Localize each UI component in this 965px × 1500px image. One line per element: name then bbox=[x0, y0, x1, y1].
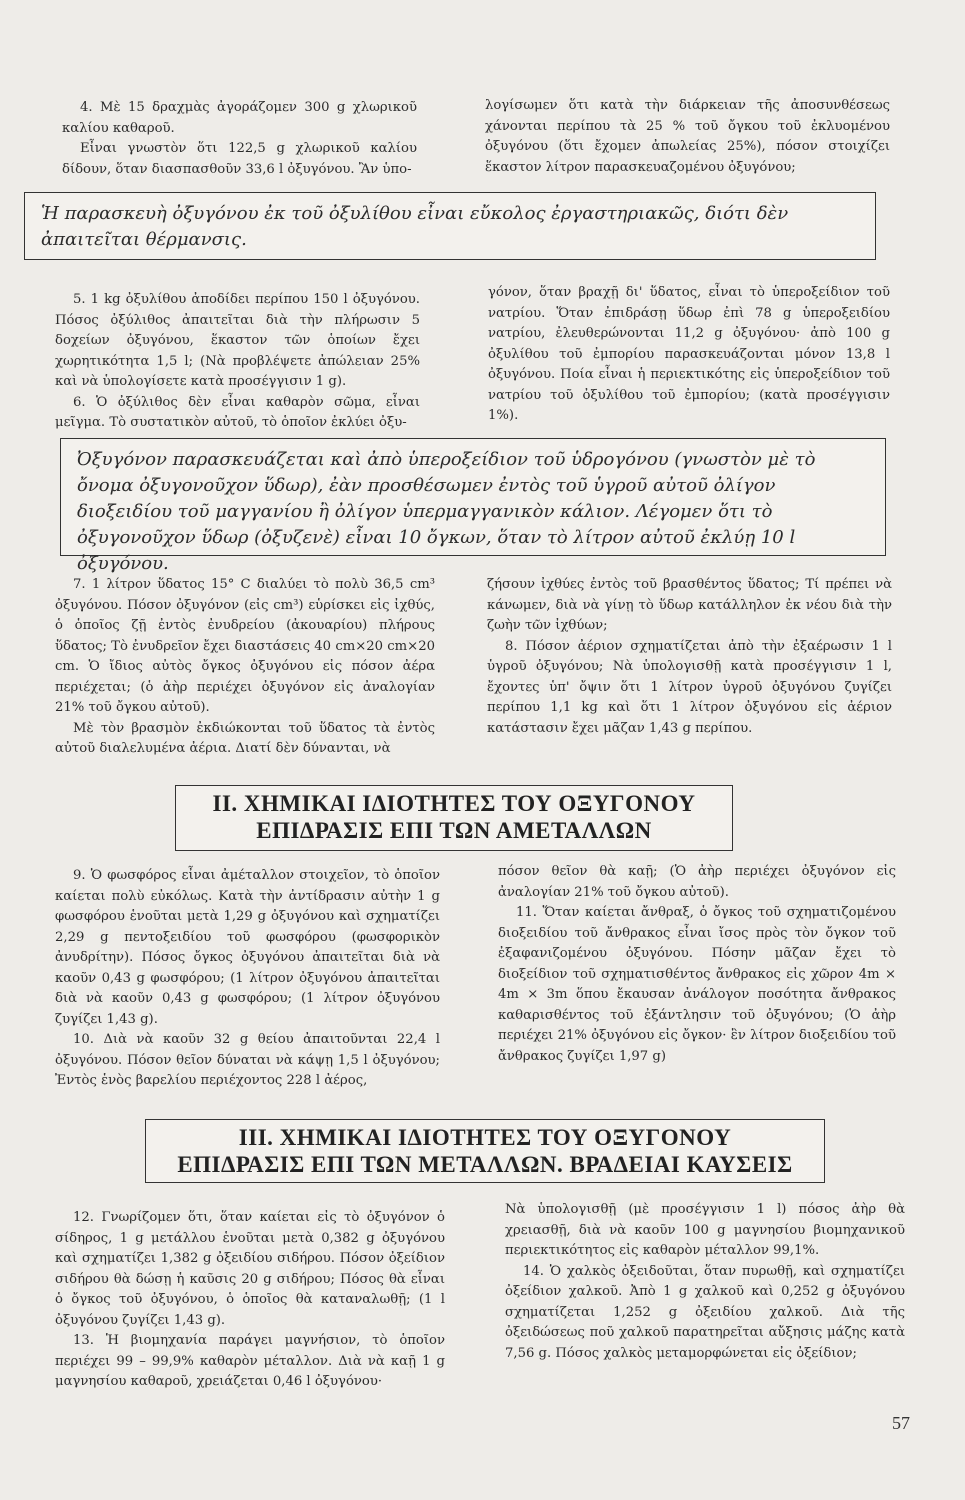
section-heading-2 bbox=[175, 785, 733, 851]
note-text: Ὀξυγόνον παρασκευάζεται καὶ ἀπὸ ὑπεροξείδιον τοῦ ὑδρογόνου (γνωστὸν μὲ τὸ ὄνομα ὀξυγονοῦχον ὕδωρ), ἐὰν προσθέσωμεν ἐντὸς τοῦ ὑγροῦ αὐτοῦ ὀλίγον διοξειδίου τοῦ μαγγανίου ἢ ὀλίγον ὑπερμαγγανικὸν κάλιον. Λέγομεν ὅτι τὸ ὀξυγονοῦχον ὕδωρ (ὀξυζενὲ) εἶναι 10 ὄγκων, ὅταν τὸ λίτρον αὐτοῦ ἐκλύῃ 10 l ὀξυγόνου. bbox=[77, 449, 816, 574]
heading-line: ΕΠΙΔΡΑΣΙΣ ΕΠΙ ΤΩΝ ΑΜΕΤΑΛΛΩΝ bbox=[256, 818, 652, 843]
page-number: 57 bbox=[892, 1413, 910, 1433]
problem-12: 12. Γνωρίζομεν ὅτι, ὅταν καίεται εἰς τὸ ὀξυγόνον ὁ σίδηρος, 1 g μετάλλου ἑνοῦται μετὰ 0,382 g ὀξυγόνου καὶ σχηματίζει 1,382 g ὀξειδίου σιδήρου. Πόσον ὀξείδιον σιδήρου θὰ δώσῃ ἡ καῦσις 20 g σιδήρου; Πόσος θὰ εἶναι ὁ ὄγκος τοῦ ὀξυγόνου, ὁ ὁποῖος θὰ καταναλωθῇ; (1 l ὀξυγόνου ζυγίζει 1,43 g). bbox=[55, 1210, 445, 1328]
problem-14: 14. Ὁ χαλκὸς ὀξειδοῦται, ὅταν πυρωθῇ, καὶ σχηματίζει ὀξείδιον χαλκοῦ. Ἀπὸ 1 g χαλκοῦ καὶ 0,252 g ὀξυγόνου σχηματίζεται 1,252 g ὀξειδίου χαλκοῦ. Διὰ τῆς ὀξειδώσεως ποῦ χαλκοῦ παρατηρεῖται αὔξησις μάζης κατὰ 7,56 g. Πόσος χαλκὸς μεταμορφώνεται εἰς ὀξείδιον; bbox=[505, 1263, 905, 1361]
heading-line: ΕΠΙΔΡΑΣΙΣ ΕΠΙ ΤΩΝ ΜΕΤΑΛΛΩΝ. ΒΡΑΔΕΙΑΙ ΚΑΥΣΕΙΣ bbox=[177, 1152, 793, 1177]
heading-line: II. ΧΗΜΙΚΑΙ ΙΔΙΟΤΗΤΕΣ ΤΟΥ ΟΞΥΓΟΝΟΥ bbox=[212, 791, 696, 816]
sec3-right-column bbox=[487, 575, 892, 739]
problem-8: 8. Πόσον ἀέριον σχηματίζεται ἀπὸ τὴν ἐξαέρωσιν 1 l ὑγροῦ ὀξυγόνου; Νὰ ὑπολογισθῇ κατὰ προσέγγισιν 1 l, ἔχοντες ὑπ' ὄψιν ὅτι 1 λίτρον ὑγροῦ ὀξυγόνου ζυγίζει περίπου 1,1 kg καὶ ὅτι 1 λίτρον ὀξυγόνου εἰς ἀέριον κατάστασιν ἔχει μᾶζαν 1,43 g περίπου. bbox=[487, 638, 892, 736]
problem-10: 10. Διὰ νὰ καοῦν 32 g θείου ἀπαιτοῦνται 22,4 l ὀξυγόνου. Πόσον θεῖον δύναται νὰ κάψῃ 1,5 l ὀξυγόνου; Ἐντὸς ἑνὸς βαρελίου περιέχοντος 228 l ἀέρος, bbox=[55, 1032, 440, 1088]
top-right-column bbox=[485, 96, 890, 178]
sec4-right-column bbox=[498, 862, 896, 1067]
sec2-right-column bbox=[488, 283, 890, 427]
sec5-right-column bbox=[505, 1200, 905, 1364]
sec3-left-column bbox=[55, 575, 435, 760]
problem-5: 5. 1 kg ὀξυλίθου ἀποδίδει περίπου 150 l ὀξυγόνου. Πόσος ὀξύλιθος ἀπαιτεῖται διὰ τὴν πλήρωσιν 5 δοχείων ὀξυγόνου, ἕκαστον τῶν ὁποίων ἔχει χωρητικότητα 1,5 l; (Νὰ προβλέψετε ἀπώλειαν 25% καὶ νὰ ὑπολογίσετε κατὰ προσέγγισιν 1 g). bbox=[55, 292, 420, 389]
problem-9: 9. Ὁ φωσφόρος εἶναι ἀμέταλλον στοιχεῖον, τὸ ὁποῖον καίεται πολὺ εὐκόλως. Κατὰ τὴν ἀντίδρασιν αὐτὴν 1 g φωσφόρου ἑνοῦται μετὰ 1,29 g ὀξυγόνου καὶ σχηματίζει 2,29 g πεντοξειδίου τοῦ φωσφόρου (φωσφορικὸν ἀνυδρίτην). Πόσος ὄγκος ὀξυγόνου ἀπαιτεῖται διὰ νὰ καοῦν 0,43 g φωσφόρου; (1 λίτρον ὀξυγόνου ἀπαιτεῖται διὰ νὰ καοῦν 0,43 g φωσφόρου; (1 λίτρον ὀξυγόνου ζυγίζει 1,43 g). bbox=[55, 868, 440, 1027]
top-left-column bbox=[62, 98, 417, 180]
paragraph: Μὲ τὸν βρασμὸν ἐκδιώκονται τοῦ ὕδατος τὰ ἐντὸς αὐτοῦ διαλελυμένα ἀέρια. Διατί δὲν δύνανται, νὰ bbox=[55, 720, 435, 756]
section-heading-3 bbox=[145, 1119, 825, 1183]
paragraph: Νὰ ὑπολογισθῇ (μὲ προσέγγισιν 1 l) πόσος ἀὴρ θὰ χρειασθῇ, διὰ νὰ καοῦν 100 g μαγνησίου βιομηχανικοῦ περιεκτικότητος εἰς καθαρὸν μέταλλον 99,1%. bbox=[505, 1202, 905, 1258]
sec5-left-column bbox=[55, 1208, 445, 1393]
paragraph: πόσον θεῖον θὰ καῇ; (Ὁ ἀὴρ περιέχει ὀξυγόνον εἰς ἀναλογίαν 21% τοῦ ὄγκου αὐτοῦ). bbox=[498, 864, 896, 900]
sec2-left-column bbox=[55, 290, 420, 434]
problem-11: 11. Ὅταν καίεται ἄνθραξ, ὁ ὄγκος τοῦ σχηματιζομένου διοξειδίου τοῦ ἄνθρακος εἶναι ἴσος πρὸς τὸν ὄγκον τοῦ ἐξαφανιζομένου ὀξυγόνου. Πόσην μᾶζαν ἔχει τὸ διοξείδιον τοῦ σχηματισθέντος ἄνθρακος εἰς χῶρον 4m × 4m × 3m ὅπου ἔκαυσαν ἀνάλογον ποσότητα ἄνθρακος καθαρισθέντος τοῦ ἐξάντλησιν τοῦ ὀξυγόνου; (Ὁ ἀὴρ περιέχει 21% ὀξυγόνου εἰς ὄγκον· ἓν λίτρον διοξειδίου τοῦ ἄνθρακος ζυγίζει 1,97 g) bbox=[498, 905, 896, 1064]
note-text: Ἡ παρασκευὴ ὀξυγόνου ἐκ τοῦ ὀξυλίθου εἶναι εὔκολος ἐργαστηριακῶς, διότι δὲν ἀπαιτεῖται θέρμανσις. bbox=[41, 203, 789, 250]
note-box-hydrogen-peroxide bbox=[60, 438, 886, 574]
note-box-oxylith bbox=[24, 192, 876, 260]
heading-line: III. ΧΗΜΙΚΑΙ ΙΔΙΟΤΗΤΕΣ ΤΟΥ ΟΞΥΓΟΝΟΥ bbox=[238, 1125, 732, 1150]
problem-6: 6. Ὁ ὀξύλιθος δὲν εἶναι καθαρὸν σῶμα, εἶναι μεῖγμα. Τὸ συστατικὸν αὐτοῦ, τὸ ὁποῖον ἐκλύει ὀξυ- bbox=[55, 394, 420, 430]
paragraph: ζήσουν ἰχθύες ἐντὸς τοῦ βρασθέντος ὕδατος; Τί πρέπει νὰ κάνωμεν, διὰ νὰ γίνῃ τὸ ὕδωρ κατάλληλον ἐκ νέου διὰ τὴν ζωὴν τῶν ἰχθύων; bbox=[487, 577, 892, 633]
paragraph: λογίσωμεν ὅτι κατὰ τὴν διάρκειαν τῆς ἀποσυνθέσεως χάνονται περίπου τὰ 25 % τοῦ ὄγκου τοῦ ἐκλυομένου ὀξυγόνου (ὅτι ἔχομεν ἀπωλείας 25%), πόσον στοιχίζει ἕκαστον λίτρον παρασκευαζομένου ὀξυγόνου; bbox=[485, 98, 890, 175]
paragraph: γόνον, ὅταν βραχῇ δι' ὕδατος, εἶναι τὸ ὑπεροξείδιον τοῦ νατρίου. Ὅταν ἐπιδράσῃ ὕδωρ ἐπὶ 78 g ὑπεροξειδίου νατρίου, ἐλευθερώνονται 11,2 g ὀξυγόνου· ἀπὸ 100 g ὀξυλίθου τοῦ ἐμπορίου παρασκευάζονται μόνον 13,8 l ὀξυγόνου. Ποία εἶναι ἡ περιεκτικότης εἰς ὑπεροξείδιον τοῦ νατρίου τοῦ ὀξυλίθου τοῦ ἐμπορίου; (κατὰ προσέγγισιν 1%). bbox=[488, 285, 890, 423]
problem-4: 4. Μὲ 15 δραχμὰς ἀγοράζομεν 300 g χλωρικοῦ καλίου καθαροῦ. bbox=[62, 100, 417, 136]
paragraph: Εἶναι γνωστὸν ὅτι 122,5 g χλωρικοῦ καλίου δίδουν, ὅταν διασπασθοῦν 33,6 l ὀξυγόνου. Ἂν ὑπο- bbox=[62, 141, 417, 177]
problem-13: 13. Ἡ βιομηχανία παράγει μαγνήσιον, τὸ ὁποῖον περιέχει 99 – 99,9% καθαρὸν μέταλλον. Διὰ νὰ καῇ 1 g μαγνησίου καθαροῦ, χρειάζεται 0,46 l ὀξυγόνου· bbox=[55, 1333, 445, 1389]
sec4-left-column bbox=[55, 866, 440, 1092]
problem-7: 7. 1 λίτρον ὕδατος 15° C διαλύει τὸ πολὺ 36,5 cm³ ὀξυγόνου. Πόσον ὀξυγόνον (εἰς cm³) εὑρίσκει εἰς ἰχθύς, ὁ ὁποῖος ζῇ ἐντὸς ἐνυδρείου (ἀκουαρίου) πλήρους ὕδατος; Τὸ ἐνυδρεῖον ἔχει διαστάσεις 40 cm×20 cm×20 cm. Ὁ ἴδιος αὐτὸς ὄγκος ὀξυγόνου εἰς πόσον ἀέρα περιέχεται; (ὁ ἀὴρ περιέχει ὀξυγόνον εἰς ἀναλογίαν 21% τοῦ ὄγκου αὐτοῦ). bbox=[55, 577, 435, 715]
